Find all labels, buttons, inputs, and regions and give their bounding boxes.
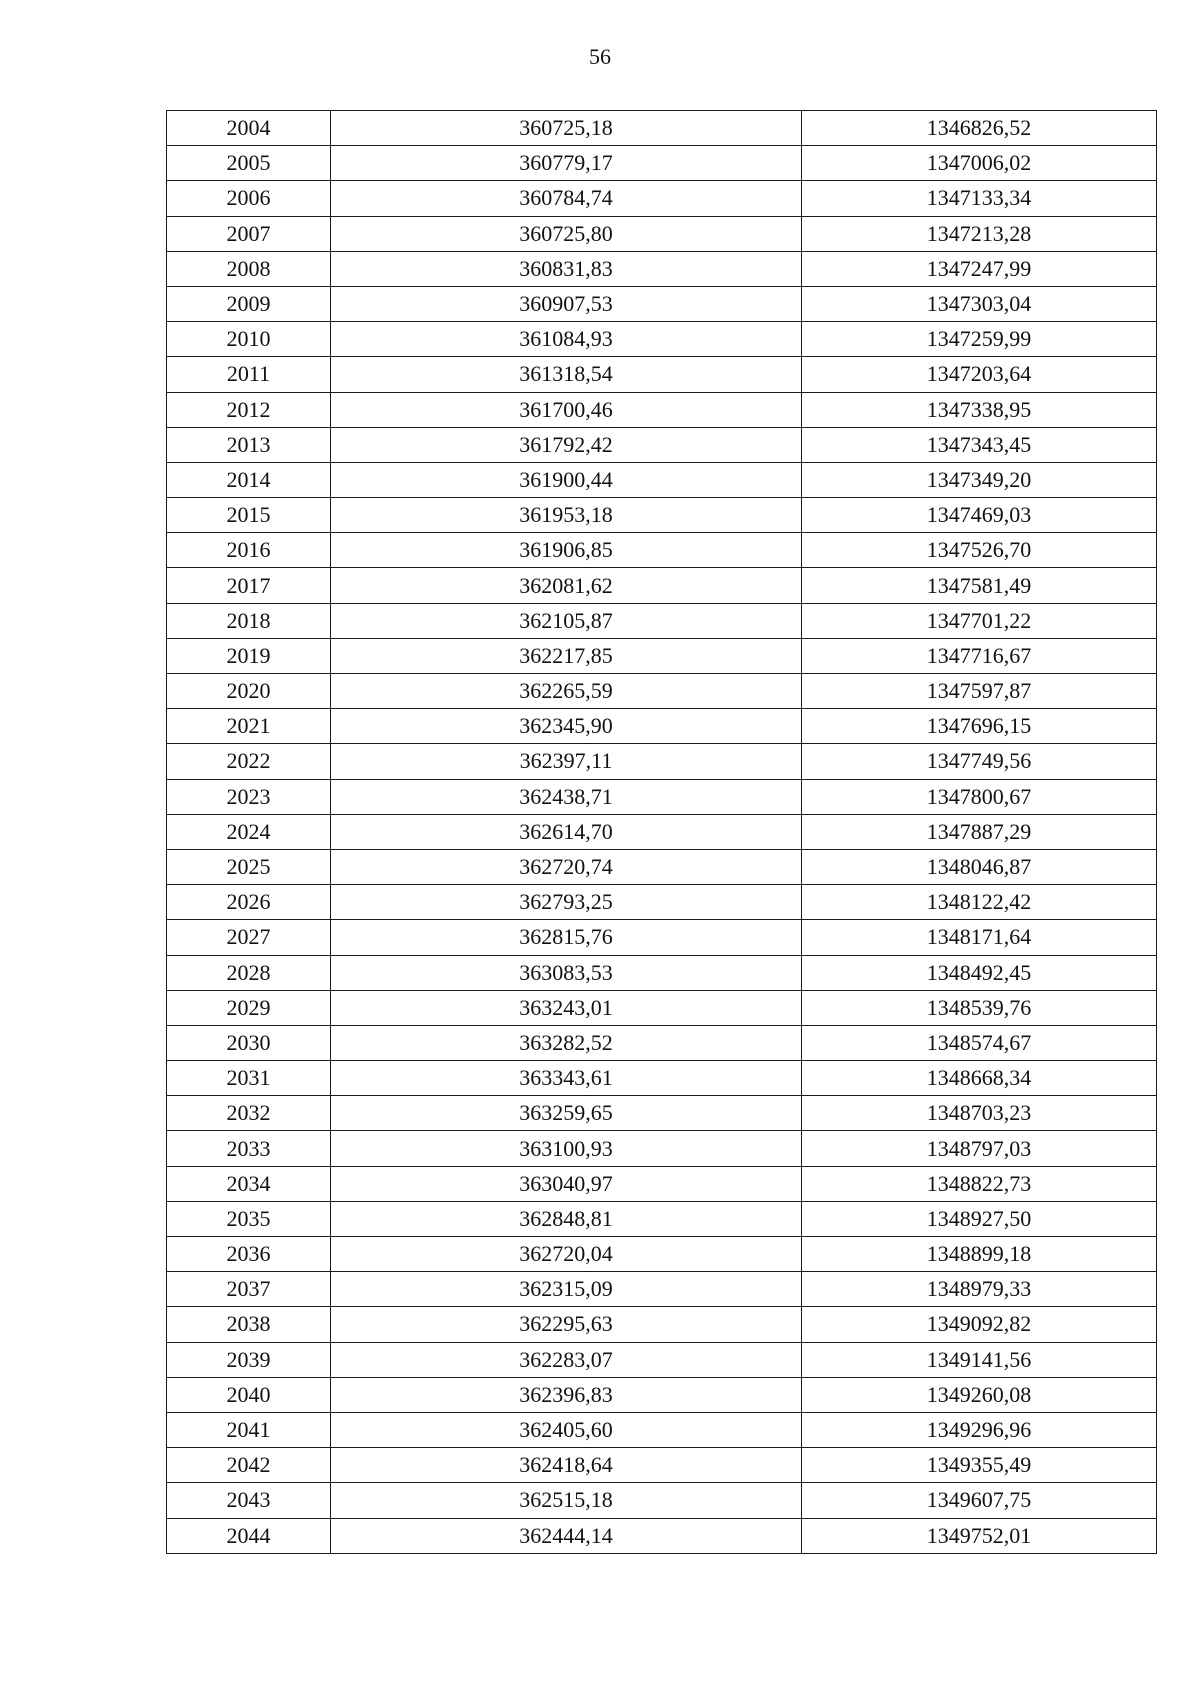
y-coordinate-cell: 1348122,42 <box>802 885 1157 920</box>
y-coordinate-cell: 1348703,23 <box>802 1096 1157 1131</box>
point-number-cell: 2027 <box>167 920 331 955</box>
y-coordinate-cell: 1347247,99 <box>802 251 1157 286</box>
y-coordinate-cell: 1348979,33 <box>802 1272 1157 1307</box>
point-number-cell: 2015 <box>167 498 331 533</box>
point-number-cell: 2020 <box>167 674 331 709</box>
x-coordinate-cell: 362081,62 <box>331 568 802 603</box>
table-row <box>167 1377 1157 1412</box>
x-coordinate-cell: 362848,81 <box>331 1201 802 1236</box>
point-number-cell: 2006 <box>167 181 331 216</box>
table-row <box>167 1025 1157 1060</box>
x-coordinate-cell: 362720,74 <box>331 849 802 884</box>
y-coordinate-cell: 1349607,75 <box>802 1483 1157 1518</box>
x-coordinate-cell: 361792,42 <box>331 427 802 462</box>
table-row <box>167 1342 1157 1377</box>
y-coordinate-cell: 1348046,87 <box>802 849 1157 884</box>
y-coordinate-cell: 1347349,20 <box>802 462 1157 497</box>
x-coordinate-cell: 362720,04 <box>331 1237 802 1272</box>
y-coordinate-cell: 1347581,49 <box>802 568 1157 603</box>
table-row <box>167 990 1157 1025</box>
point-number-cell: 2044 <box>167 1518 331 1553</box>
x-coordinate-cell: 363100,93 <box>331 1131 802 1166</box>
x-coordinate-cell: 360907,53 <box>331 286 802 321</box>
y-coordinate-cell: 1349355,49 <box>802 1448 1157 1483</box>
table-row <box>167 744 1157 779</box>
y-coordinate-cell: 1348539,76 <box>802 990 1157 1025</box>
y-coordinate-cell: 1346826,52 <box>802 111 1157 146</box>
x-coordinate-cell: 363282,52 <box>331 1025 802 1060</box>
point-number-cell: 2007 <box>167 216 331 251</box>
y-coordinate-cell: 1347526,70 <box>802 533 1157 568</box>
y-coordinate-cell: 1347203,64 <box>802 357 1157 392</box>
x-coordinate-cell: 362405,60 <box>331 1412 802 1447</box>
table-row <box>167 533 1157 568</box>
y-coordinate-cell: 1348927,50 <box>802 1201 1157 1236</box>
x-coordinate-cell: 362345,90 <box>331 709 802 744</box>
y-coordinate-cell: 1348797,03 <box>802 1131 1157 1166</box>
table-row <box>167 849 1157 884</box>
table-row <box>167 920 1157 955</box>
table-row <box>167 1131 1157 1166</box>
x-coordinate-cell: 361953,18 <box>331 498 802 533</box>
table-row <box>167 462 1157 497</box>
table-row <box>167 568 1157 603</box>
x-coordinate-cell: 361900,44 <box>331 462 802 497</box>
point-number-cell: 2012 <box>167 392 331 427</box>
table-row <box>167 498 1157 533</box>
x-coordinate-cell: 362444,14 <box>331 1518 802 1553</box>
table-row <box>167 674 1157 709</box>
point-number-cell: 2022 <box>167 744 331 779</box>
page-number: 56 <box>589 44 611 69</box>
table-row <box>167 357 1157 392</box>
y-coordinate-cell: 1349141,56 <box>802 1342 1157 1377</box>
point-number-cell: 2029 <box>167 990 331 1025</box>
point-number-cell: 2005 <box>167 146 331 181</box>
table-row <box>167 1201 1157 1236</box>
y-coordinate-cell: 1347749,56 <box>802 744 1157 779</box>
point-number-cell: 2014 <box>167 462 331 497</box>
point-number-cell: 2004 <box>167 111 331 146</box>
x-coordinate-cell: 362396,83 <box>331 1377 802 1412</box>
table-row <box>167 709 1157 744</box>
point-number-cell: 2026 <box>167 885 331 920</box>
y-coordinate-cell: 1347701,22 <box>802 603 1157 638</box>
point-number-cell: 2030 <box>167 1025 331 1060</box>
y-coordinate-cell: 1347696,15 <box>802 709 1157 744</box>
y-coordinate-cell: 1348171,64 <box>802 920 1157 955</box>
y-coordinate-cell: 1347343,45 <box>802 427 1157 462</box>
point-number-cell: 2043 <box>167 1483 331 1518</box>
x-coordinate-cell: 362105,87 <box>331 603 802 638</box>
x-coordinate-cell: 362418,64 <box>331 1448 802 1483</box>
x-coordinate-cell: 362315,09 <box>331 1272 802 1307</box>
y-coordinate-cell: 1349092,82 <box>802 1307 1157 1342</box>
table-row <box>167 392 1157 427</box>
point-number-cell: 2009 <box>167 286 331 321</box>
y-coordinate-cell: 1347133,34 <box>802 181 1157 216</box>
y-coordinate-cell: 1348822,73 <box>802 1166 1157 1201</box>
point-number-cell: 2036 <box>167 1237 331 1272</box>
x-coordinate-cell: 360784,74 <box>331 181 802 216</box>
point-number-cell: 2024 <box>167 814 331 849</box>
x-coordinate-cell: 360725,80 <box>331 216 802 251</box>
point-number-cell: 2035 <box>167 1201 331 1236</box>
point-number-cell: 2021 <box>167 709 331 744</box>
y-coordinate-cell: 1347213,28 <box>802 216 1157 251</box>
x-coordinate-cell: 362614,70 <box>331 814 802 849</box>
point-number-cell: 2039 <box>167 1342 331 1377</box>
x-coordinate-cell: 363083,53 <box>331 955 802 990</box>
point-number-cell: 2016 <box>167 533 331 568</box>
x-coordinate-cell: 361318,54 <box>331 357 802 392</box>
table-row <box>167 1448 1157 1483</box>
table-row <box>167 885 1157 920</box>
point-number-cell: 2042 <box>167 1448 331 1483</box>
point-number-cell: 2038 <box>167 1307 331 1342</box>
x-coordinate-cell: 362815,76 <box>331 920 802 955</box>
y-coordinate-cell: 1347303,04 <box>802 286 1157 321</box>
x-coordinate-cell: 360779,17 <box>331 146 802 181</box>
y-coordinate-cell: 1347800,67 <box>802 779 1157 814</box>
table-row <box>167 638 1157 673</box>
table-row <box>167 1307 1157 1342</box>
x-coordinate-cell: 362793,25 <box>331 885 802 920</box>
x-coordinate-cell: 362438,71 <box>331 779 802 814</box>
point-number-cell: 2028 <box>167 955 331 990</box>
x-coordinate-cell: 363343,61 <box>331 1061 802 1096</box>
x-coordinate-cell: 363243,01 <box>331 990 802 1025</box>
y-coordinate-cell: 1347716,67 <box>802 638 1157 673</box>
point-number-cell: 2008 <box>167 251 331 286</box>
y-coordinate-cell: 1347887,29 <box>802 814 1157 849</box>
table-row <box>167 1096 1157 1131</box>
table-row <box>167 111 1157 146</box>
coordinates-table <box>166 110 1157 1554</box>
table-row <box>167 251 1157 286</box>
x-coordinate-cell: 360831,83 <box>331 251 802 286</box>
y-coordinate-cell: 1348668,34 <box>802 1061 1157 1096</box>
table-row <box>167 1061 1157 1096</box>
point-number-cell: 2034 <box>167 1166 331 1201</box>
table-row <box>167 779 1157 814</box>
table-row <box>167 814 1157 849</box>
x-coordinate-cell: 362265,59 <box>331 674 802 709</box>
point-number-cell: 2018 <box>167 603 331 638</box>
point-number-cell: 2033 <box>167 1131 331 1166</box>
point-number-cell: 2040 <box>167 1377 331 1412</box>
point-number-cell: 2013 <box>167 427 331 462</box>
table-row <box>167 286 1157 321</box>
y-coordinate-cell: 1348574,67 <box>802 1025 1157 1060</box>
point-number-cell: 2041 <box>167 1412 331 1447</box>
table-row <box>167 603 1157 638</box>
point-number-cell: 2011 <box>167 357 331 392</box>
table-row <box>167 427 1157 462</box>
point-number-cell: 2031 <box>167 1061 331 1096</box>
table-row <box>167 322 1157 357</box>
y-coordinate-cell: 1347597,87 <box>802 674 1157 709</box>
y-coordinate-cell: 1348492,45 <box>802 955 1157 990</box>
x-coordinate-cell: 360725,18 <box>331 111 802 146</box>
point-number-cell: 2032 <box>167 1096 331 1131</box>
x-coordinate-cell: 361084,93 <box>331 322 802 357</box>
table-row <box>167 1166 1157 1201</box>
x-coordinate-cell: 362397,11 <box>331 744 802 779</box>
point-number-cell: 2019 <box>167 638 331 673</box>
table-row <box>167 1483 1157 1518</box>
y-coordinate-cell: 1347338,95 <box>802 392 1157 427</box>
x-coordinate-cell: 362283,07 <box>331 1342 802 1377</box>
point-number-cell: 2010 <box>167 322 331 357</box>
y-coordinate-cell: 1347006,02 <box>802 146 1157 181</box>
x-coordinate-cell: 363040,97 <box>331 1166 802 1201</box>
table-row <box>167 955 1157 990</box>
x-coordinate-cell: 361906,85 <box>331 533 802 568</box>
y-coordinate-cell: 1349296,96 <box>802 1412 1157 1447</box>
x-coordinate-cell: 362295,63 <box>331 1307 802 1342</box>
table-row <box>167 1412 1157 1447</box>
x-coordinate-cell: 362515,18 <box>331 1483 802 1518</box>
point-number-cell: 2023 <box>167 779 331 814</box>
table-row <box>167 1518 1157 1553</box>
point-number-cell: 2025 <box>167 849 331 884</box>
y-coordinate-cell: 1349260,08 <box>802 1377 1157 1412</box>
point-number-cell: 2037 <box>167 1272 331 1307</box>
table-row <box>167 216 1157 251</box>
y-coordinate-cell: 1347259,99 <box>802 322 1157 357</box>
table-body <box>167 111 1157 1554</box>
x-coordinate-cell: 362217,85 <box>331 638 802 673</box>
table-row <box>167 181 1157 216</box>
x-coordinate-cell: 363259,65 <box>331 1096 802 1131</box>
x-coordinate-cell: 361700,46 <box>331 392 802 427</box>
y-coordinate-cell: 1347469,03 <box>802 498 1157 533</box>
table-row <box>167 1237 1157 1272</box>
y-coordinate-cell: 1348899,18 <box>802 1237 1157 1272</box>
table-row <box>167 146 1157 181</box>
table-row <box>167 1272 1157 1307</box>
y-coordinate-cell: 1349752,01 <box>802 1518 1157 1553</box>
point-number-cell: 2017 <box>167 568 331 603</box>
